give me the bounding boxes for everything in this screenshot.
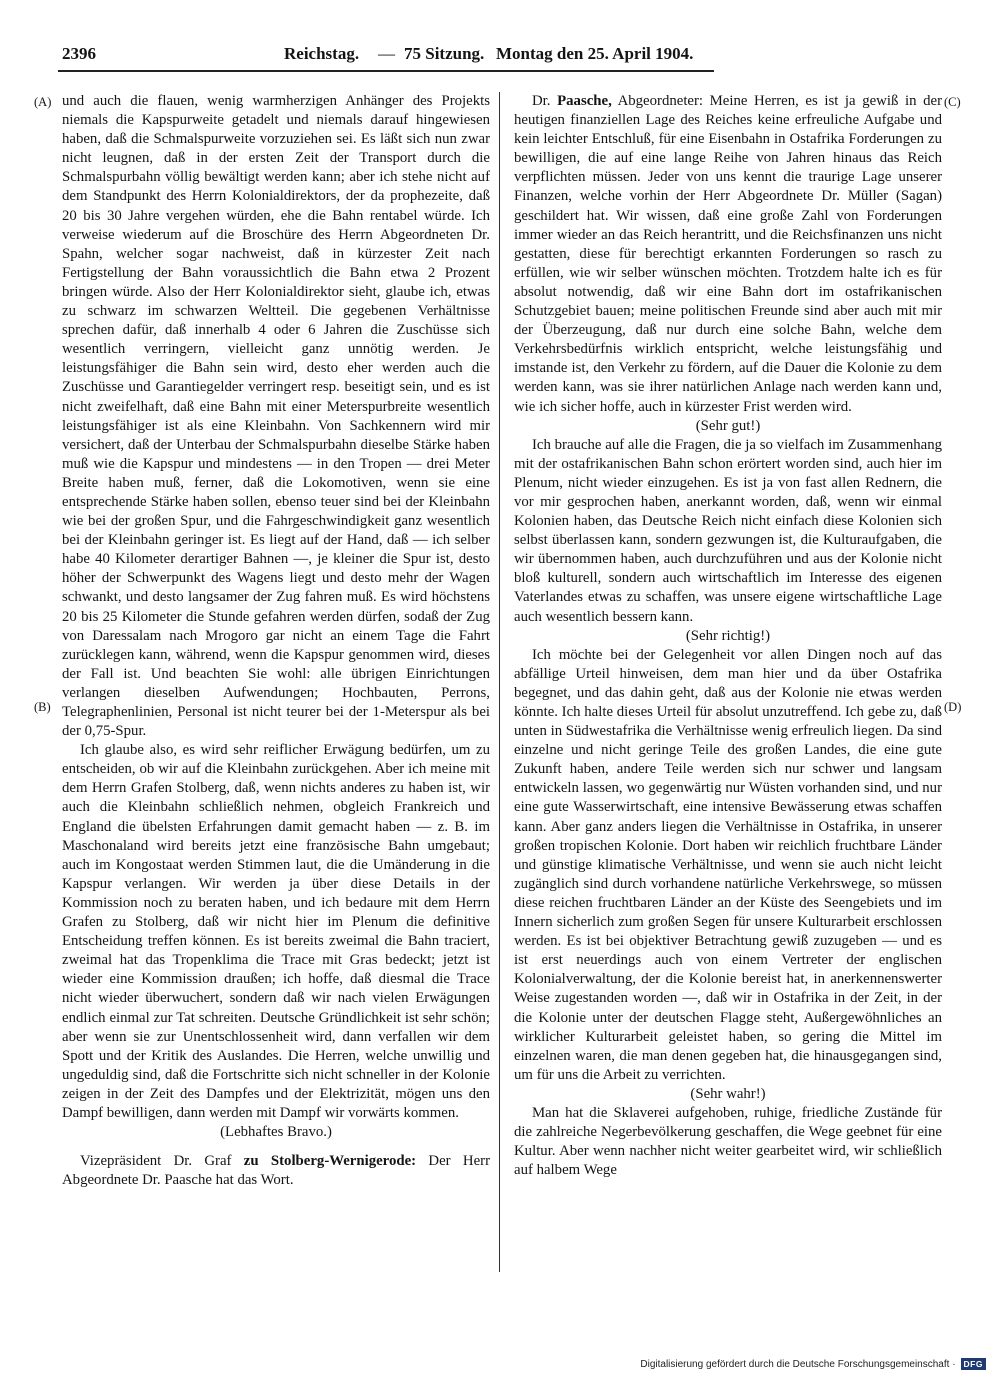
interjection-sehr-wahr: (Sehr wahr!) <box>690 1085 766 1102</box>
header-dash: — <box>378 44 395 63</box>
header-session: 75 Sitzung. <box>404 44 485 63</box>
margin-marker-c: (C) <box>944 95 961 109</box>
right-paragraph-3: Ich möchte bei der Gelegenheit vor allen Dingen noch auf das abfällige Urteil hinweisen, dem man hier und da über Ostafrika begegnet, und das dahin geht, daß aus der Kolonie nie etwas werden könnte. Ich halte dieses Urteil für absolut unzutreffend. Ich gebe zu, daß unten in Südwestafrika die Verhältnisse wenig erfreulich liegen. Da sind einzelne und nicht geringe Teile des großen Landes, die eine gute Zukunft haben, andere Teile werden sich nur schwer und langsam entwickeln lassen, wo gegenwärtig nur Wüsten vorhanden sind, und nur eine gute Wasserwirtschaft, eine intensive Bewässerung etwas schaffen kann. Aber ganz anders liegen die Verhältnisse in Ostafrika, in unserer großen tropischen Kolonie. Dort haben wir reichlich fruchtbare Länder und günstige klimatische Verhältnisse, und wenn sie auch nicht leicht zugänglich sind durch vorhandene natürliche Verkehrswege, so müssen diese reichen fruchtbaren Länder an der Küste des Seengebiets und im Innern sicherlich zum großen Segen für unsere Kulturarbeit erschlossen werden. Es ist bei objektiver Betrachtung gewiß zuzugeben — und es ist erst neuerdings auch von einem Vertreter der englischen Kolonialverwaltung, der die Kolonie bereist hat, in anerkennenswerter Weise zugestanden worden —, daß wir in Ostafrika in der Zeit, in der die Kolonie unter der deutschen Flagge steht, Außergewöhnliches an wirklicher Kulturarbeit geleistet haben, so gering die Mittel im einzelnen waren, die man denen gegeben hat, die hinausgegangen sind, um für uns die Arbeit zu verrichten. <box>514 646 942 1083</box>
header-title: Reichstag. <box>284 44 360 63</box>
footer-credit: Digitalisierung gefördert durch die Deutsche Forschungsgemeinschaft · <box>640 1358 956 1370</box>
right-paragraph-2: Ich brauche auf alle die Fragen, die ja so vielfach im Zusammenhang mit der ostafrikanischen Bahn schon erörtert worden sind, auch hier im Plenum, nicht wieder einzugehen. Es ist ja von fast allen Rednern, die vor mir gesprochen haben, anerkannt worden, daß, wenn wir einmal Kolonien haben, das Deutsche Reich nicht einfach diese Kolonien sich selbst überlassen kann, sondern gezwungen ist, die Kulturaufgaben, die wir übernommen haben, auch durchzuführen und aus der Kolonie nicht bloß kulturell, sondern auch wirtschaftlich im Interesse des eigenen Vaterlandes etwas zu schaffen, was unsere eigene wirtschaftliche Lage auch wesentlich bessern kann. <box>514 436 942 625</box>
dfg-logo: DFG <box>961 1358 986 1370</box>
page-header <box>58 44 714 72</box>
right-paragraph-4: Man hat die Sklaverei aufgehoben, ruhige, friedliche Zustände für die zahlreiche Negerbevölkerung geschaffen, die Wege geebnet für eine Kultur. Aber wenn nachher nicht weiter gearbeitet wird, wir schließlich auf halbem Wege <box>514 1104 942 1179</box>
margin-marker-b: (B) <box>34 700 51 714</box>
vice-president-text: Der Herr Abgeordnete Dr. Paasche hat das Wort. <box>62 1153 490 1189</box>
digitization-footer <box>640 1355 986 1373</box>
header-date: Montag den 25. April 1904. <box>496 44 694 63</box>
page-number: 2396 <box>62 44 96 63</box>
vice-president-line <box>62 1152 490 1190</box>
speaker-prefix: Dr. <box>532 93 551 109</box>
right-column <box>514 92 942 1312</box>
left-paragraph-1: und auch die flauen, wenig warmherzigen Anhänger des Projekts niemals die Kapspurweite getadelt und niemals darauf hingewiesen haben, daß die Schmalspurweite vorzuziehen sei. Es läßt sich nun zwar nicht leugnen, daß in der ersten Zeit der Transport durch die Schmalspurbahn völlig bewältigt werden kann; aber ich stehe nicht auf dem Standpunkt des Herrn Kolonialdirektors, der da prophezeite, daß 20 bis 30 Jahre vergehen würden, ehe die Bahn rentabel würde. Ich verweise wiederum auf die Broschüre des Herrn Abgeordneten Dr. Spahn, welcher sogar nachweist, daß in kürzester Zeit nach Fertigstellung der Bahn voraussichtlich die Bahn etwa 2 Prozent bringen würde. Also der Herr Kolonialdirektor sieht, glaube ich, etwas zu schwarz im schwarzen Weltteil. Die gegebenen Verhältnisse sprechen dafür, daß innerhalb 4 oder 6 Jahren die Zuschüsse sich wesentlich verringern, vielleicht ganz unnötig werden. Je leistungsfähiger die Bahn sein wird, desto eher werden auch die Zuschüsse und Garantiegelder verringert resp. beseitigt sein, und es ist nicht zweifelhaft, daß eine Bahn mit einer Meterspurbreite wesentlich leistungsfähiger ist als eine Kleinbahn. Von Sachkennern wird mir versichert, daß der Unterbau der Schmalspurbahn dieselbe Stärke haben muß wie die Kapspur und mindestens — in den Tropen — drei Meter Breite haben muß, ferner, daß die Lokomotiven, wenn sie eine entsprechende Stärke haben sollen, ebenso teuer sind bei der Kleinbahn wie bei der großen Spur, und die Fahrgeschwindigkeit ganz wesentlich bei der Kleinbahn geringer ist. Es liegt auf der Hand, daß — ich selber habe 40 Kilometer derartiger Bahnen —, je kleiner die Spur ist, desto höher der Schwerpunkt des Wagens liegt und desto mehr der Wagen schwankt, und desto langsamer der Zug fahren muß. Es wird höchstens 20 bis 25 Kilometer die Stunde gefahren werden dürfen, sodaß der Zug von Daressalam nach Mrogoro gar nicht an einem Tage die Fahrt zurücklegen kann, während, wenn die Kapspur genommen wird, dieses der Fall ist. Und beachten Sie wohl: alle übrigen Einrichtungen verlangen dieselben Aufwendungen; Hochbauten, Perrons, Telegraphenlinien, Personal ist nicht teurer bei der 1-Meterspur als bei der 0,75-Spur. <box>62 93 490 740</box>
column-divider <box>499 92 500 1272</box>
left-paragraph-2: Ich glaube also, es wird sehr reiflicher Erwägung bedürfen, um zu entscheiden, ob wir auf die Kleinbahn zurückgehen. Aber ich meine mit dem Herrn Grafen Stolberg, daß, wenn nichts anderes zu haben ist, wir auch die Kleinbahn schließlich nehmen, obgleich Frankreich und England die übelsten Erfahrungen damit gemacht haben — z. B. im Maschonaland wird bereits jetzt eine französische Bahn umgebaut; auch im Kongostaat werden Stimmen laut, die die Umänderung in die Kapspur verlangen. Wir werden ja über diese Details in der Kommission noch zu beraten haben, und ich bedaure mit dem Herrn Grafen zu Stolberg, daß wir nicht hier im Plenum die definitive Entscheidung treffen können. Es ist bereits zweimal die Bahn traciert, zweimal hat das Tropenklima die Trace mit Gras bedeckt; jetzt ist wieder eine Kommission draußen; ich hoffe, daß diesmal die Trace nicht wieder überwuchert, sondern daß wir nach vielen Erwägungen endlich einmal zur Tat schreiten. Deutsche Gründlichkeit ist sehr schön; aber wenn sie zur Unentschlossenheit wird, dann verfallen wir dem Spott und der Kritik des Auslandes. Die Herren, welche unwillig und ungeduldig sind, daß die Fortschritte sich nicht schneller in der Kolonie zeigen in der Zeit des Dampfes und der Elektrizität, mögen uns den Dampf bewilligen, dann werden mit Dampf wir vorwärts kommen. <box>62 742 490 1121</box>
vice-president-name: zu Stolberg-Wernigerode: <box>243 1153 417 1170</box>
margin-marker-d: (D) <box>944 700 962 714</box>
applause-interjection: (Lebhaftes Bravo.) <box>220 1124 332 1141</box>
speaker-name: Paasche, <box>557 93 612 109</box>
left-column <box>62 92 490 1312</box>
right-paragraph-1 <box>514 92 942 417</box>
interjection-sehr-richtig: (Sehr richtig!) <box>685 627 771 644</box>
right-paragraph-1-text: Abgeordneter: Meine Herren, es ist ja gewiß in der heutigen finanziellen Lage des Reiches keine erfreuliche Aufgabe und kein leichter Entschluß, für eine Eisenbahn in Ostafrika Forderungen zu bewilligen, die auf eine lange Reihe von Jahren hinaus das Reich verpflichten müssen. Jeder von uns kennt die traurige Lage unserer Finanzen, welche vorhin der Herr Abgeordnete Dr. Müller (Sagan) geschildert hat. Wir wissen, daß eine große Zahl von Forderungen immer wieder an das Reich herantritt, und die Reichsfinanzen uns nicht gestatten, diese für berechtigt erkannten Forderungen so rasch zu erfüllen, wie wir selber wünschen möchten. Trotzdem halte ich es für absolut notwendig, daß wir eine Bahn dort im ostafrikanischen Schutzgebiet bauen; meine politischen Freunde sind aber auch mit mir der Überzeugung, daß nur durch eine solche Bahn, welche dem Verkehrsbedürfnis wirklich entspricht, welche leistungsfähig und imstande ist, den Verkehr zu fördern, auf die Dauer die Kolonie zu dem werden kann, was sie ihrer natürlichen Anlage nach werden kann und, wie ich sicher hoffe, auch in kürzester Frist werden wird. <box>514 93 942 415</box>
vice-president-role: Vizepräsident Dr. Graf <box>80 1153 232 1170</box>
interjection-sehr-gut: (Sehr gut!) <box>695 417 761 434</box>
margin-marker-a: (A) <box>34 95 52 109</box>
